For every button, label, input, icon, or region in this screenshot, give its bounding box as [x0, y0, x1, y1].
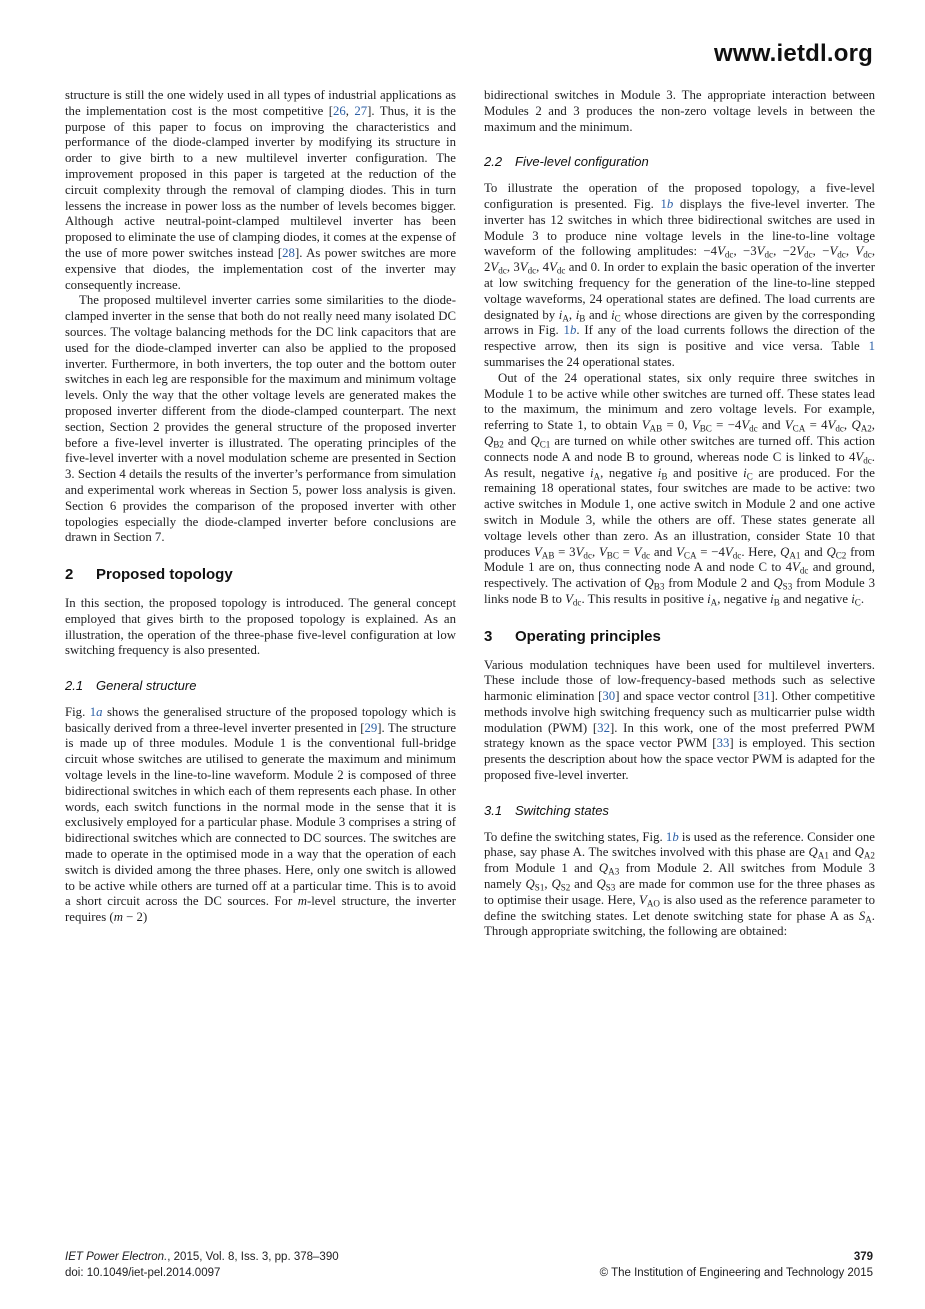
citation-link[interactable]: 1 — [868, 339, 875, 354]
right-column — [484, 88, 875, 1240]
section-number: 3 — [484, 627, 493, 645]
paragraph: The proposed multilevel inverter carries some similarities to the diode-clamped inverter in the sense that both do not really need many isolated DC sources. The voltage balancing methods for the DC link capacitors that are used for the diode-clamped inverter can also be applied to the proposed inverter. Furthermore, in both inverters, the top outer and the bottom outer switches in each leg are responsible for the maximum and minimum voltage levels. Only the way that the other voltage levels are generated makes the proposed inverter different from the diode-clamped counterpart. The next section, Section 2 provides the general structure of the proposed inverter before a five-level inverter is illustrated. The operating principles of the five-level inverter with a novel modulation scheme are presented in Section 3. Section 4 details the results of the inverter’s performance from simulation and experimental work whereas in Section 5, power loss analysis is given. Section 6 provides the comparison of the proposed inverter with other topologies especially the diode-clamped inverter before conclusions are drawn in Section 7. — [65, 293, 456, 545]
left-column — [65, 88, 456, 1240]
journal-citation: IET Power Electron., 2015, Vol. 8, Iss. 3, pp. 378–390 — [65, 1251, 339, 1263]
subsection-number: 2.1 — [65, 678, 84, 694]
section-title: Proposed topology — [96, 566, 233, 584]
subsection-number: 3.1 — [484, 802, 503, 818]
section-heading-operating-principles — [484, 629, 875, 645]
citation-link[interactable]: 28 — [282, 245, 295, 260]
citation-link[interactable]: 1b — [665, 829, 679, 844]
citation-link[interactable]: 1a — [89, 704, 103, 719]
section-number: 2 — [65, 566, 74, 584]
paragraph: bidirectional switches in Module 3. The appropriate interaction between Modules 2 and 3 produces the non-zero voltage levels in between the maximum and the minimum. — [484, 88, 875, 134]
footer-left — [65, 1249, 339, 1281]
citation-link[interactable]: 33 — [716, 736, 730, 751]
subsection-title: General structure — [96, 678, 197, 694]
subsection-title: Five-level configuration — [515, 154, 649, 170]
citation-link[interactable]: 27 — [354, 103, 368, 118]
subsection-number: 2.2 — [484, 154, 503, 170]
subsection-heading-general-structure — [65, 678, 456, 694]
paragraph: To define the switching states, Fig. 1b is used as the reference. Consider one phase, say phase A. The switches involved with this phase are $Q_{A1}$ and $Q_{A2}$ from Module 1 and $Q_{A3}$ from Module 2. All switches from Module 3 namely $Q_{S1}$, $Q_{S2}$ and $Q_{S3}$ are made for common use for the three phases as to optimise their usage. Here, $V_{AO}$ is also used as the reference parameter to define the switching states. Let denote switching state for phase A as $S_A$. Through appropriate switching, the following are obtained: — [484, 829, 875, 939]
citation-link[interactable]: 1b — [563, 323, 577, 338]
journal-website-link: www.ietdl.org — [713, 40, 873, 67]
page-number: 379 — [853, 1251, 873, 1263]
citation-link[interactable]: 29 — [364, 720, 378, 735]
subsection-title: Switching states — [515, 802, 609, 818]
paragraph: Various modulation techniques have been used for multilevel inverters. These include those of low-frequency-based methods such as selective harmonic elimination [30] and space vector control [31]. Other competitive methods involve high switching frequency such as multicarrier pulse width modulation (PWM) [32]. In this work, one of the most preferred PWM strategy known as the space vector PWM [33] is employed. This section presents the description about how the space vector PWM is adapted for the proposed five-level inverter. — [484, 657, 875, 783]
page-footer — [65, 1249, 873, 1281]
doi-text: doi: 10.1049/iet-pel.2014.0097 — [65, 1267, 221, 1279]
page-content — [65, 88, 875, 1240]
paragraph: Fig. 1a shows the generalised structure of the proposed topology which is basically derived from a three-level inverter presented in [29]. The structure is made up of three modules. Module 1 is the conventional full-bridge circuit whose switches are utilised to generate the maximum and minimum voltage levels in the line-to-line waveform. Module 2 is composed of three bidirectional switches in which each of them represents each phase. In other words, each switch functions in the normal mode in the sense that it is exclusively employed for a particular phase. Module 3 comprises a string of bidirectional switches which are connected to DC sources. The switches are made to operate in the optimised mode in a way that the operation of each switch is divided among the three phases. Here, only one switch is allowed to be active while others are turned off at a particular time. This is to avoid a short circuit across the DC sources. For m-level structure, the inverter requires (m − 2) — [65, 704, 457, 925]
copyright-text: © The Institution of Engineering and Technology 2015 — [599, 1267, 873, 1279]
citation-link[interactable]: 31 — [757, 689, 771, 704]
subsection-heading-five-level-configuration — [484, 154, 875, 170]
paragraph: Out of the 24 operational states, six only require three switches in Module 1 to be active while other switches are turned off. These states lead to the maximum, the minimum and zero voltage levels. For example, referring to State 1, to obtain $V_{AB} = 0$, $V_{BC} = -4V_{dc}$ and $V_{CA} = 4V_{dc}$, $Q_{A2}$, $Q_{B2}$ and $Q_{C1}$ are turned on while other switches are turned off. This action connects node A and node B to ground, whereas node C is linked to $4V_{dc}$. As result, negative $i_A$, negative $i_B$ and positive $i_C$ are produced. For the remaining 18 operational states, four switches are made to be active: two active switches in Module 1, one active switch in Module 2 and one active switch in Module 3, while the others are off. These states generate all voltage levels other than zero. As an illustration, consider State 10 that produces $V_{AB} = 3V_{dc}$, $V_{BC} = V_{dc}$ and $V_{CA} = -4V_{dc}$. Here, $Q_{A1}$ and $Q_{C2}$ from Module 1 are on, thus connecting node A and node C to $4V_{dc}$ and ground, respectively. The activation of $Q_{B3}$ from Module 2 and $Q_{S3}$ from Module 3 links node B to $V_{dc}$. This results in positive $i_A$, negative $i_B$ and negative $i_C$. — [484, 370, 875, 608]
citation-link[interactable]: 32 — [597, 720, 610, 735]
paragraph: In this section, the proposed topology is introduced. The general concept employed that gives birth to the proposed topology is explained. As an illustration, the operation of the three-phase five-level configuration at low switching frequency is also presented. — [65, 595, 456, 658]
paragraph: structure is still the one widely used in all types of industrial applications as the implementation cost is the most competitive [26, 27]. Thus, it is the purpose of this paper to focus on improving the characteristics and performance of the diode-clamped inverter by modifying its structure in order to give birth to a new multilevel inverter configuration. The improvement proposed in this paper is targeted at the reduction of the circuit complexity through the removal of clamping diodes. This in turn lessens the increase in power loss as the number of levels becomes bigger. Although active neutral-point-clamped multilevel inverter has been proposed to eliminate the use of clamping diodes, it comes at the expense of the use of more power switches instead [28]. As power switches are more expensive that diodes, the implementation cost of the inverter may consequently increase. — [65, 88, 456, 292]
footer-right — [600, 1249, 873, 1281]
citation-link[interactable]: 26 — [332, 103, 346, 118]
citation-link[interactable]: 1b — [660, 196, 674, 211]
section-heading-proposed-topology — [65, 567, 456, 583]
subsection-heading-switching-states — [484, 803, 875, 819]
section-title: Operating principles — [515, 627, 661, 645]
citation-link[interactable]: 30 — [602, 689, 616, 704]
paragraph: To illustrate the operation of the proposed topology, a five-level configuration is presented. Fig. 1b displays the five-level inverter. The inverter has 12 switches in which three bidirectional switches are used in Module 3 to produce nine voltage levels in the line-to-line voltage waveform of the following amplitudes: $-4V_{dc}$, $-3V_{dc}$, $-2V_{dc}$, $-V_{dc}$, $V_{dc}$, $2V_{dc}$, $3V_{dc}$, $4V_{dc}$ and 0. In order to explain the basic operation of the inverter at low switching frequency for the generation of the line-to-line stepped voltage waveforms, 24 operational states are defined. The load currents are designated by $i_A$, $i_B$ and $i_C$ whose directions are given by the corresponding arrows in Fig. 1b. If any of the load currents follows the direction of the respective arrow, then its sign is positive and vice versa. Table 1 summarises the 24 operational states. — [484, 181, 875, 369]
